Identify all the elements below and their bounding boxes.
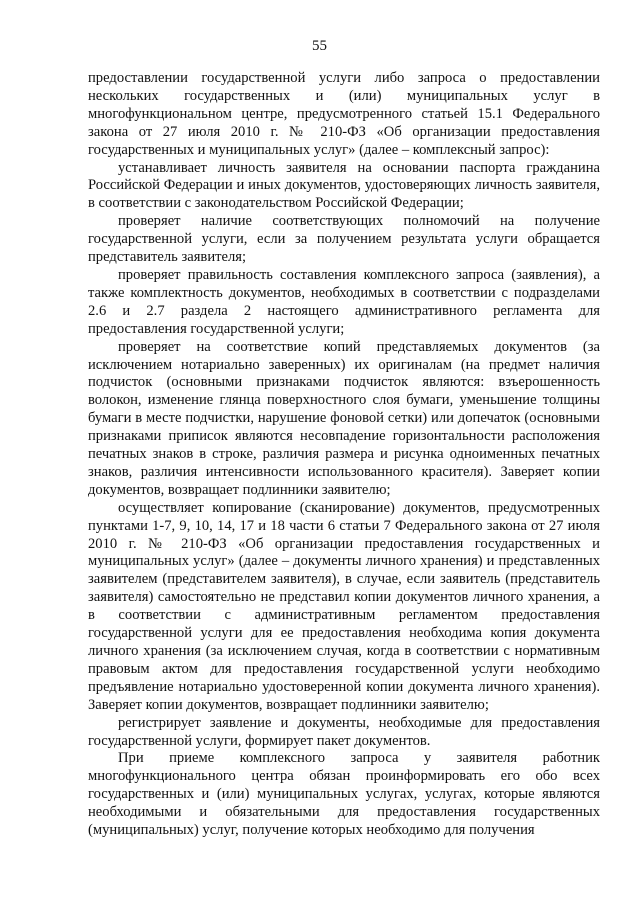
paragraph-complex-request-intro: предоставлении государственной услуги либо запроса о предоставлении нескольких государственных и (или) муниципальных услуг в многофункциональном центре, предусмотренного статьей 15.1 Федерального закона от 27 июля 2010 г. № 210-ФЗ «Об организации предоставления государственных и муниципальных услуг» (далее – комплексный запрос):	[88, 70, 600, 158]
paragraph-completeness-check: проверяет правильность составления комплексного запроса (заявления), а также комплектность документов, необходимых в соответствии с подразделами 2.6 и 2.7 раздела 2 настоящего административного регламента для предоставления государственной услуги;	[88, 266, 600, 337]
paragraph-registration: регистрирует заявление и документы, необходимые для предоставления государственной услуги, формирует пакет документов.	[88, 714, 600, 749]
paragraph-reception-obligation: При приеме комплексного запроса у заявителя работник многофункционального центра обязан проинформировать его обо всех государственных и (или) муниципальных услугах, услугах, которые являются необходимыми и обязательными для предоставления государственных (муниципальных) услуг, получение которых необходимо для получения	[88, 750, 600, 839]
paragraph-copying-documents: осуществляет копирование (сканирование) документов, предусмотренных пунктами 1-7, 9, 10, 14, 17 и 18 части 6 статьи 7 Федерального закона от 27 июля 2010 г. № 210-ФЗ «Об организации предоставления государственных и муниципальных услуг» (далее – документы личного хранения) и представленных заявителем (представителем заявителя), в случае, если заявитель (представитель заявителя) самостоятельно не представил копии документов личного хранения, а в соответствии с административным регламентом предоставления государственной услуги для ее предоставления необходима копия документа личного хранения (за исключением случая, когда в соответствии с нормативным правовым актом для предоставления государственной услуги необходимо предъявление нотариально удостоверенной копии документа личного хранения). Заверяет копии документов, возвращает подлинники заявителю;	[88, 499, 600, 713]
document-body	[88, 70, 600, 840]
page-number: 55	[312, 38, 327, 54]
paragraph-authority-check: проверяет наличие соответствующих полномочий на получение государственной услуги, если за получением результата услуги обращается представитель заявителя;	[88, 213, 600, 266]
paragraph-identity-check: устанавливает личность заявителя на основании паспорта гражданина Российской Федерации и иных документов, удостоверяющих личность заявителя, в соответствии с законодательством Российской Федерации;	[88, 159, 600, 212]
paragraph-copies-verification: проверяет на соответствие копий представляемых документов (за исключением нотариально заверенных) их оригиналам (на предмет наличия подчисток (основными признаками подчисток являются: взъерошенность волокон, изменение глянца поверхностного слоя бумаги, уменьшение толщины бумаги в месте подчистки, нарушение фоновой сетки) или допечаток (основными признаками приписок являются несовпадение горизонтальности расположения печатных знаков в строке, различия размера и рисунка одноименных печатных знаков, различия интенсивности использованного красителя). Заверяет копии документов, возвращает подлинники заявителю;	[88, 338, 600, 498]
